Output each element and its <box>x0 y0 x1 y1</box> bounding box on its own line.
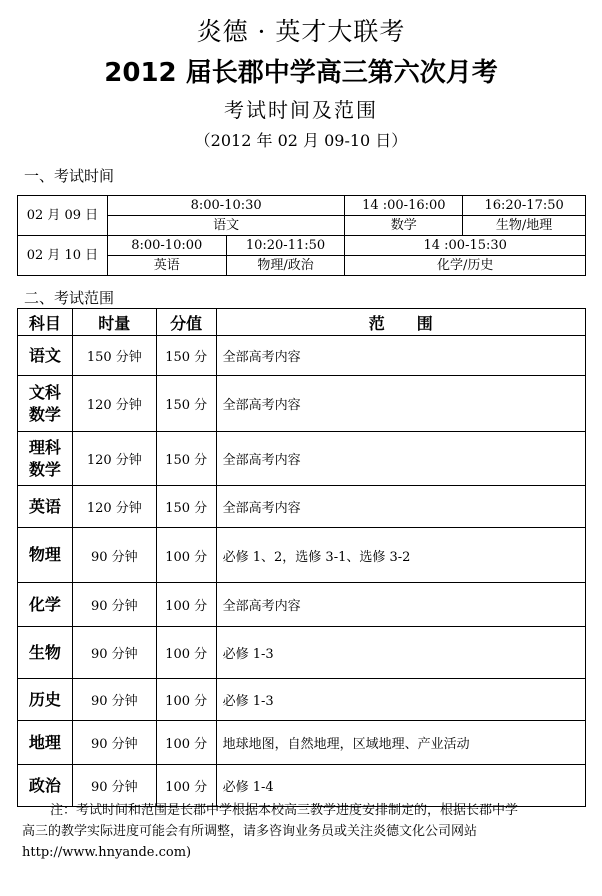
subject-line-1: 文科 <box>28 382 61 402</box>
subject-line-1: 理科 <box>28 437 61 457</box>
schedule-time-cell: 14 :00-16:00 <box>345 196 463 216</box>
schedule-subject-cell: 英语 <box>107 256 226 276</box>
table-row <box>18 679 586 721</box>
range-cell: 地球地图，自然地理，区域地理、产业活动 <box>216 721 585 765</box>
scope-header-subject: 科目 <box>18 309 73 336</box>
exam-main-title: 2012 届长郡中学高三第六次月考 <box>104 58 498 88</box>
schedule-subject-cell: 语文 <box>107 216 345 236</box>
range-cell: 全部高考内容 <box>216 583 585 627</box>
range-cell: 必修 1、2，选修 3-1、选修 3-2 <box>216 528 585 583</box>
footnote-line-1: 注：考试时间和范围是长郡中学根据本校高三教学进度安排制定的，根据长郡中学 <box>50 803 519 818</box>
score-cell: 100 分 <box>156 528 216 583</box>
scope-header-range: 范 围 <box>216 309 585 336</box>
subject-cell <box>18 432 73 486</box>
schedule-time-cell: 14 :00-15:30 <box>345 236 586 256</box>
score-cell: 150 分 <box>156 336 216 376</box>
range-cell: 全部高考内容 <box>216 336 585 376</box>
schedule-table <box>17 195 586 276</box>
range-cell: 全部高考内容 <box>216 376 585 432</box>
duration-cell: 120 分钟 <box>72 376 156 432</box>
duration-cell: 150 分钟 <box>72 336 156 376</box>
footnote <box>22 800 592 863</box>
scope-table <box>17 308 586 807</box>
table-row <box>18 583 586 627</box>
schedule-day2-date: 02 月 10 日 <box>18 236 108 276</box>
subject-line-2: 数学 <box>28 459 61 479</box>
subject-cell: 化学 <box>18 583 73 627</box>
score-cell: 100 分 <box>156 583 216 627</box>
subject-cell: 地理 <box>18 721 73 765</box>
subject-line-2: 数学 <box>28 404 61 424</box>
score-cell: 100 分 <box>156 627 216 679</box>
score-cell: 100 分 <box>156 765 216 807</box>
exam-series-title: 炎德 · 英才大联考 <box>196 17 406 46</box>
schedule-subject-cell: 物理/政治 <box>226 256 345 276</box>
duration-cell: 90 分钟 <box>72 583 156 627</box>
subject-cell <box>18 376 73 432</box>
range-cell: 必修 1-3 <box>216 627 585 679</box>
score-cell: 150 分 <box>156 486 216 528</box>
table-row <box>18 336 586 376</box>
schedule-time-cell: 8:00-10:00 <box>107 236 226 256</box>
table-row <box>18 627 586 679</box>
table-row <box>18 376 586 432</box>
subject-cell: 历史 <box>18 679 73 721</box>
score-cell: 150 分 <box>156 432 216 486</box>
schedule-time-cell: 16:20-17:50 <box>463 196 586 216</box>
scope-header-row <box>18 309 586 336</box>
schedule-day2-time-row <box>18 236 586 256</box>
exam-date-range: （2012 年 02 月 09-10 日） <box>194 131 408 150</box>
schedule-section-title: 一、考试时间 <box>24 167 115 185</box>
schedule-subject-cell: 数学 <box>345 216 463 236</box>
table-row <box>18 721 586 765</box>
duration-cell: 90 分钟 <box>72 679 156 721</box>
scope-header-duration: 时量 <box>72 309 156 336</box>
footnote-line-3: http://www.hnyande.com) <box>22 845 192 860</box>
table-row <box>18 486 586 528</box>
score-cell: 150 分 <box>156 376 216 432</box>
subject-cell: 政治 <box>18 765 73 807</box>
table-row <box>18 528 586 583</box>
schedule-day1-time-row <box>18 196 586 216</box>
schedule-time-cell: 8:00-10:30 <box>107 196 345 216</box>
scope-header-score: 分值 <box>156 309 216 336</box>
duration-cell: 90 分钟 <box>72 721 156 765</box>
range-cell: 全部高考内容 <box>216 432 585 486</box>
schedule-time-cell: 10:20-11:50 <box>226 236 345 256</box>
duration-cell: 90 分钟 <box>72 627 156 679</box>
range-cell: 必修 1-3 <box>216 679 585 721</box>
subject-cell: 英语 <box>18 486 73 528</box>
subject-cell: 生物 <box>18 627 73 679</box>
schedule-subject-cell: 化学/历史 <box>345 256 586 276</box>
exam-subtitle: 考试时间及范围 <box>224 98 378 122</box>
duration-cell: 90 分钟 <box>72 765 156 807</box>
schedule-day1-date: 02 月 09 日 <box>18 196 108 236</box>
range-cell: 必修 1-4 <box>216 765 585 807</box>
duration-cell: 120 分钟 <box>72 486 156 528</box>
duration-cell: 120 分钟 <box>72 432 156 486</box>
score-cell: 100 分 <box>156 721 216 765</box>
duration-cell: 90 分钟 <box>72 528 156 583</box>
range-cell: 全部高考内容 <box>216 486 585 528</box>
footnote-line-2: 高三的教学实际进度可能会有所调整，请多咨询业务员或关注炎德文化公司网站 <box>22 824 478 839</box>
subject-cell: 物理 <box>18 528 73 583</box>
schedule-subject-cell: 生物/地理 <box>463 216 586 236</box>
table-row <box>18 432 586 486</box>
score-cell: 100 分 <box>156 679 216 721</box>
subject-cell: 语文 <box>18 336 73 376</box>
scope-section-title: 二、考试范围 <box>24 289 115 307</box>
